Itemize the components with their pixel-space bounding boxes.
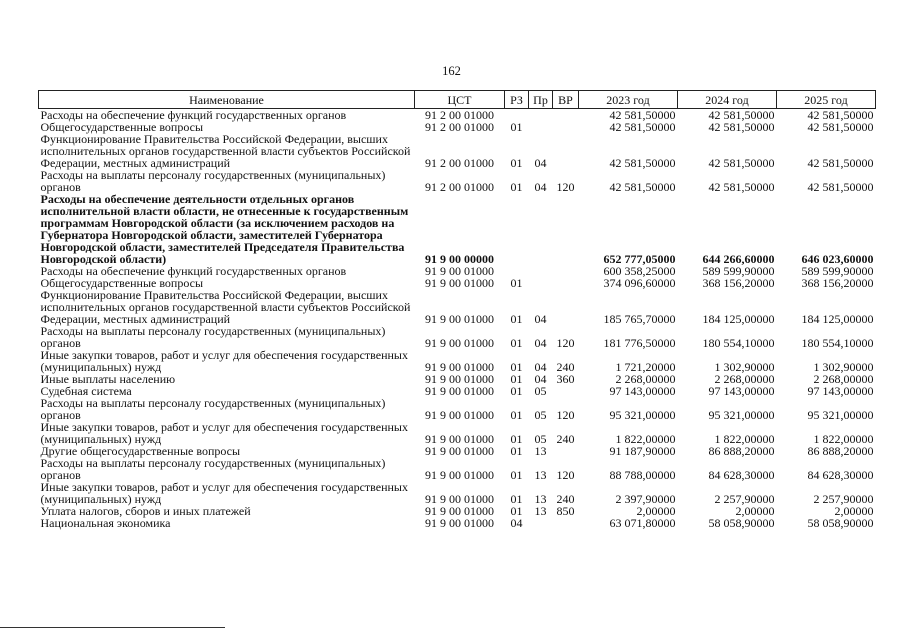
table-row: [39, 325, 876, 349]
row-cst: 91 2 00 01000: [425, 156, 494, 170]
budget-table: [38, 90, 876, 529]
row-pr: 05: [534, 432, 547, 446]
row-value-2024: 97 143,00000: [708, 384, 775, 398]
row-rz: 01: [510, 120, 523, 134]
row-vr: [553, 121, 579, 133]
row-value-2025: 2 268,00000: [813, 372, 874, 386]
row-vr: 240: [556, 432, 575, 446]
row-vr: [553, 193, 579, 265]
row-value-2024: 42 581,50000: [708, 180, 775, 194]
row-value-2025: 368 156,20000: [801, 276, 874, 290]
row-value-2024: 42 581,50000: [708, 108, 775, 122]
row-cst: 91 9 00 01000: [425, 444, 494, 458]
row-value-2023: 88 788,00000: [609, 468, 676, 482]
row-value-2023: 97 143,00000: [609, 384, 676, 398]
table-body: [39, 109, 876, 530]
row-value-2025: 1 302,90000: [813, 360, 874, 374]
row-value-2025: 95 321,00000: [807, 408, 874, 422]
row-cst: 91 9 00 01000: [425, 312, 494, 326]
row-cst: 91 9 00 01000: [425, 516, 494, 530]
row-rz: 01: [510, 504, 523, 518]
row-pr: 05: [534, 408, 547, 422]
row-cst: 91 9 00 01000: [425, 372, 494, 386]
row-value-2023: 185 765,70000: [603, 312, 676, 326]
row-name: Судебная система: [40, 384, 132, 398]
row-value-2023: 42 581,50000: [609, 180, 676, 194]
table-row: [39, 421, 876, 445]
header-2024: 2024 год: [678, 91, 777, 109]
row-vr: 120: [556, 336, 575, 350]
row-name: Иные закупки товаров, работ и услуг для обеспечения государственных (муниципальных) нужд: [40, 480, 408, 506]
row-rz: 04: [510, 516, 523, 530]
row-value-2025: 184 125,00000: [801, 312, 874, 326]
row-name: Расходы на выплаты персоналу государственных (муниципальных) органов: [40, 168, 386, 194]
row-value-2024: 368 156,20000: [702, 276, 775, 290]
row-name: Иные выплаты населению: [40, 372, 176, 386]
row-value-2025: 2,00000: [834, 504, 874, 518]
row-rz: 01: [510, 156, 523, 170]
row-name: Расходы на обеспечение функций государственных органов: [40, 264, 347, 278]
row-cst: 91 9 00 01000: [425, 336, 494, 350]
row-value-2024: 42 581,50000: [708, 120, 775, 134]
row-vr: [553, 517, 579, 529]
row-vr: 120: [556, 408, 575, 422]
header-vr: ВР: [553, 91, 579, 109]
row-pr: 04: [534, 180, 547, 194]
row-value-2023: 181 776,50000: [603, 336, 676, 350]
row-value-2025: 1 822,00000: [813, 432, 874, 446]
row-rz: 01: [510, 408, 523, 422]
row-value-2024: 1 822,00000: [714, 432, 775, 446]
row-value-2023: 1 721,20000: [615, 360, 676, 374]
row-value-2024: 84 628,30000: [708, 468, 775, 482]
row-value-2025: 42 581,50000: [807, 108, 874, 122]
row-cst: 91 2 00 01000: [425, 108, 494, 122]
table-row: [39, 289, 876, 325]
row-value-2023: 1 822,00000: [615, 432, 676, 446]
row-value-2025: 2 257,90000: [813, 492, 874, 506]
row-value-2025: 646 023,60000: [801, 252, 874, 266]
row-name: Расходы на выплаты персоналу государственных (муниципальных) органов: [40, 396, 386, 422]
row-name: Функционирование Правительства Российской Федерации, высших исполнительных органов государственной власти субъектов Российской Федерации, местных администраций: [40, 288, 411, 326]
row-rz: 01: [510, 444, 523, 458]
row-pr: 04: [534, 336, 547, 350]
row-value-2025: 42 581,50000: [807, 180, 874, 194]
row-cst: 91 9 00 00000: [425, 252, 494, 266]
row-rz: [505, 193, 529, 265]
table-row: [39, 457, 876, 481]
header-cst: ЦСТ: [415, 91, 505, 109]
row-value-2023: 42 581,50000: [609, 108, 676, 122]
row-vr: 120: [556, 468, 575, 482]
row-pr: [529, 109, 553, 122]
row-vr: 240: [556, 492, 575, 506]
row-cst: 91 9 00 01000: [425, 276, 494, 290]
row-value-2024: 589 599,90000: [702, 264, 775, 278]
row-value-2024: 42 581,50000: [708, 156, 775, 170]
row-pr: 04: [534, 360, 547, 374]
row-value-2024: 644 266,60000: [702, 252, 775, 266]
row-value-2025: 180 554,10000: [801, 336, 874, 350]
row-rz: 01: [510, 276, 523, 290]
row-name: Расходы на выплаты персоналу государственных (муниципальных) органов: [40, 456, 386, 482]
row-value-2023: 374 096,60000: [603, 276, 676, 290]
row-name: Функционирование Правительства Российской Федерации, высших исполнительных органов государственной власти субъектов Российской Федерации, местных администраций: [40, 132, 411, 170]
row-cst: 91 9 00 01000: [425, 432, 494, 446]
row-pr: [529, 265, 553, 277]
row-value-2025: 42 581,50000: [807, 156, 874, 170]
row-pr: [529, 193, 553, 265]
row-value-2023: 652 777,05000: [603, 252, 676, 266]
row-value-2025: 42 581,50000: [807, 120, 874, 134]
table-header-row: [39, 91, 876, 109]
row-value-2025: 86 888,20000: [807, 444, 874, 458]
row-rz: 01: [510, 492, 523, 506]
row-value-2023: 600 358,25000: [603, 264, 676, 278]
row-value-2024: 2 257,90000: [714, 492, 775, 506]
row-vr: [553, 109, 579, 122]
row-pr: 04: [534, 312, 547, 326]
row-value-2024: 86 888,20000: [708, 444, 775, 458]
row-rz: 01: [510, 360, 523, 374]
row-rz: 01: [510, 468, 523, 482]
table-row: [39, 169, 876, 193]
row-value-2023: 2,00000: [636, 504, 676, 518]
row-vr: 240: [556, 360, 575, 374]
row-vr: 360: [556, 372, 575, 386]
row-cst: 91 2 00 01000: [425, 120, 494, 134]
row-name: Расходы на обеспечение функций государственных органов: [40, 108, 347, 122]
row-name: Иные закупки товаров, работ и услуг для обеспечения государственных (муниципальных) нужд: [40, 420, 408, 446]
row-pr: 13: [534, 504, 547, 518]
header-rz: РЗ: [505, 91, 529, 109]
row-name: Иные закупки товаров, работ и услуг для обеспечения государственных (муниципальных) нужд: [40, 348, 408, 374]
row-rz: 01: [510, 372, 523, 386]
row-value-2023: 91 187,90000: [609, 444, 676, 458]
row-value-2025: 84 628,30000: [807, 468, 874, 482]
row-pr: [529, 121, 553, 133]
row-pr: 04: [534, 156, 547, 170]
row-name: Общегосударственные вопросы: [40, 276, 204, 290]
row-value-2024: 2,00000: [735, 504, 775, 518]
header-pr: Пр: [529, 91, 553, 109]
table-row: [39, 349, 876, 373]
row-cst: 91 2 00 01000: [425, 180, 494, 194]
row-rz: 01: [510, 432, 523, 446]
row-value-2023: 95 321,00000: [609, 408, 676, 422]
page-number: 162: [442, 64, 461, 78]
row-name: Общегосударственные вопросы: [40, 120, 204, 134]
row-value-2023: 2 268,00000: [615, 372, 676, 386]
table-row: [39, 397, 876, 421]
row-rz: 01: [510, 180, 523, 194]
row-vr: [553, 277, 579, 289]
row-rz: 01: [510, 336, 523, 350]
row-cst: 91 9 00 01000: [425, 504, 494, 518]
header-name: Наименование: [39, 91, 415, 109]
row-pr: [529, 277, 553, 289]
row-cst: 91 9 00 01000: [425, 408, 494, 422]
row-value-2023: 63 071,80000: [609, 516, 676, 530]
row-vr: 120: [556, 180, 575, 194]
row-value-2024: 1 302,90000: [714, 360, 775, 374]
row-vr: [553, 133, 579, 169]
row-name: Расходы на выплаты персоналу государственных (муниципальных) органов: [40, 324, 386, 350]
row-value-2024: 58 058,90000: [708, 516, 775, 530]
row-value-2025: 589 599,90000: [801, 264, 874, 278]
row-name: Другие общегосударственные вопросы: [40, 444, 241, 458]
row-vr: [553, 289, 579, 325]
row-value-2025: 97 143,00000: [807, 384, 874, 398]
row-cst: 91 9 00 01000: [425, 384, 494, 398]
row-value-2025: 58 058,90000: [807, 516, 874, 530]
row-value-2024: 2 268,00000: [714, 372, 775, 386]
header-2025: 2025 год: [777, 91, 876, 109]
row-value-2024: 95 321,00000: [708, 408, 775, 422]
row-pr: [529, 517, 553, 529]
row-value-2024: 180 554,10000: [702, 336, 775, 350]
table-row: [39, 193, 876, 265]
row-value-2023: 42 581,50000: [609, 156, 676, 170]
row-name: Расходы на обеспечение деятельности отдельных органов исполнительной власти области, не отнесенные к государственным программам Новгородской области (за исключением расходов на Губернатора Новгородской области, заместителей Губернатора Новгородской области, заместителей Председателя Правительства Новгородской области): [40, 192, 409, 266]
row-rz: 01: [510, 384, 523, 398]
row-cst: 91 9 00 01000: [425, 492, 494, 506]
row-pr: 04: [534, 372, 547, 386]
row-cst: 91 9 00 01000: [425, 360, 494, 374]
row-vr: [553, 265, 579, 277]
row-name: Уплата налогов, сборов и иных платежей: [40, 504, 251, 518]
row-pr: 05: [534, 384, 547, 398]
row-cst: 91 9 00 01000: [425, 468, 494, 482]
row-pr: 13: [534, 492, 547, 506]
row-pr: 13: [534, 468, 547, 482]
row-name: Национальная экономика: [40, 516, 171, 530]
row-cst: 91 9 00 01000: [425, 264, 494, 278]
row-value-2023: 2 397,90000: [615, 492, 676, 506]
row-value-2023: 42 581,50000: [609, 120, 676, 134]
table-row: [39, 481, 876, 505]
row-rz: 01: [510, 312, 523, 326]
table-row: [39, 133, 876, 169]
footer-divider: [0, 627, 225, 628]
table-row: [39, 517, 876, 529]
row-vr: [553, 385, 579, 397]
row-vr: 850: [556, 504, 575, 518]
header-2023: 2023 год: [579, 91, 678, 109]
row-value-2024: 184 125,00000: [702, 312, 775, 326]
row-pr: 13: [534, 444, 547, 458]
row-vr: [553, 445, 579, 457]
